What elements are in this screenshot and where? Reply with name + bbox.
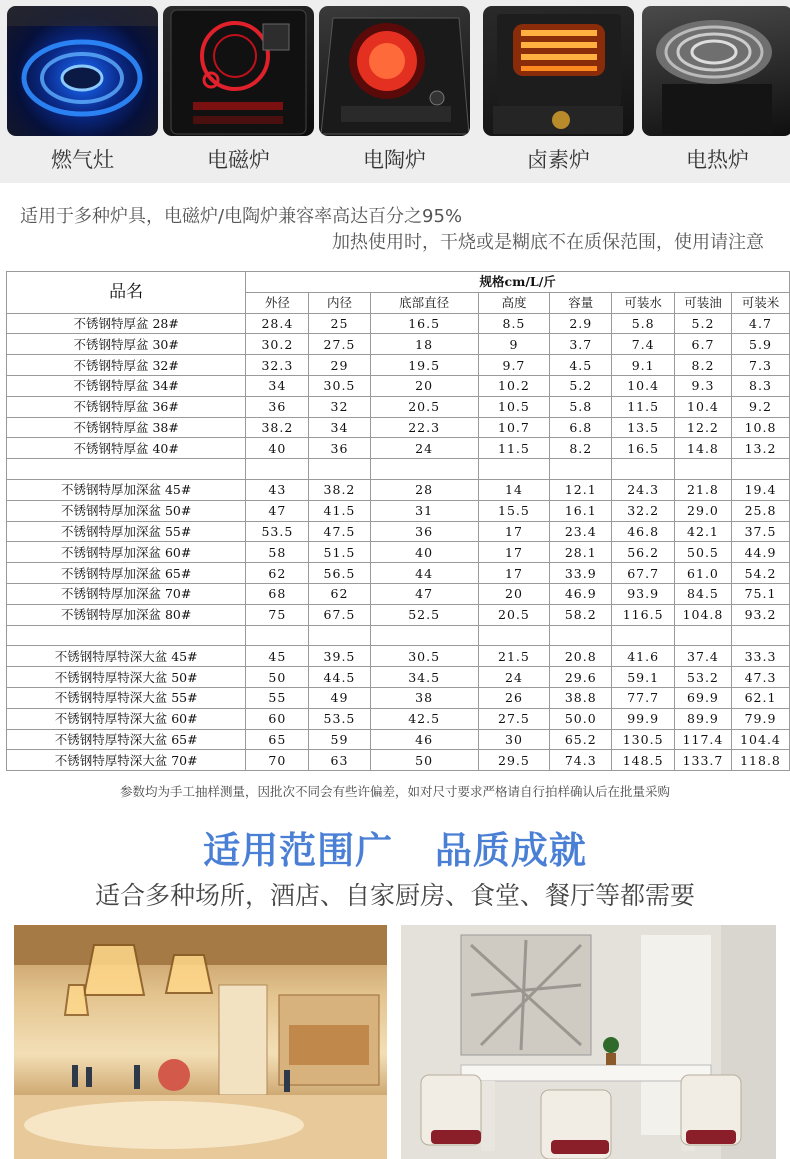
col-bottom-diameter: 底部直径	[370, 292, 478, 313]
spec-value-cell: 33.3	[731, 646, 789, 667]
table-row	[7, 563, 790, 584]
spec-value-cell: 32.3	[246, 355, 309, 376]
spec-value-cell: 49	[309, 687, 370, 708]
empty-cell	[309, 625, 370, 646]
spec-value-cell: 93.2	[731, 604, 789, 625]
spec-value-cell: 8.3	[731, 375, 789, 396]
spec-value-cell: 26	[478, 687, 550, 708]
spec-value-cell: 63	[309, 750, 370, 771]
table-row	[7, 479, 790, 500]
spec-value-cell: 10.2	[478, 375, 550, 396]
spec-value-cell: 53.5	[246, 521, 309, 542]
stove-label-gas: 燃气灶	[51, 148, 114, 172]
measurement-footnote: 参数均为手工抽样测量，因批次不同会有些许偏差，如对尺寸要求严格请自行拍样确认后在批量采购	[119, 784, 670, 799]
spec-value-cell: 44	[370, 563, 478, 584]
spec-value-cell: 17	[478, 542, 550, 563]
empty-cell	[674, 625, 731, 646]
spec-value-cell: 7.3	[731, 355, 789, 376]
spec-value-cell: 56.5	[309, 563, 370, 584]
product-name-cell: 不锈钢特厚盆 34#	[7, 375, 246, 396]
spec-value-cell: 5.8	[612, 313, 675, 334]
table-row	[7, 396, 790, 417]
spec-value-cell: 25	[309, 313, 370, 334]
spec-value-cell: 55	[246, 687, 309, 708]
spec-value-cell: 6.7	[674, 334, 731, 355]
spec-value-cell: 30.2	[246, 334, 309, 355]
spec-value-cell: 104.8	[674, 604, 731, 625]
spec-value-cell: 44.9	[731, 542, 789, 563]
spec-value-cell: 10.4	[612, 375, 675, 396]
product-name-cell: 不锈钢特厚加深盆 65#	[7, 563, 246, 584]
separator-row	[7, 625, 790, 646]
spec-value-cell: 99.9	[612, 708, 675, 729]
spec-value-cell: 34.5	[370, 667, 478, 688]
spec-value-cell: 89.9	[674, 708, 731, 729]
spec-value-cell: 61.0	[674, 563, 731, 584]
spec-value-cell: 4.7	[731, 313, 789, 334]
table-row	[7, 687, 790, 708]
table-row	[7, 313, 790, 334]
table-row	[7, 708, 790, 729]
spec-value-cell: 28	[370, 479, 478, 500]
empty-cell	[370, 625, 478, 646]
spec-value-cell: 74.3	[550, 750, 612, 771]
spec-value-cell: 20	[478, 583, 550, 604]
spec-value-cell: 10.8	[731, 417, 789, 438]
spec-value-cell: 118.8	[731, 750, 789, 771]
ceramic-cooker-photo	[319, 6, 470, 136]
table-row	[7, 542, 790, 563]
spec-value-cell: 19.5	[370, 355, 478, 376]
spec-value-cell: 10.5	[478, 396, 550, 417]
empty-cell	[7, 625, 246, 646]
empty-cell	[612, 625, 675, 646]
empty-cell	[246, 625, 309, 646]
spec-value-cell: 14	[478, 479, 550, 500]
empty-cell	[478, 625, 550, 646]
empty-cell	[478, 459, 550, 480]
usage-warning: 加热使用时，干烧或是糊底不在质保范围，使用请注意	[332, 232, 764, 253]
spec-value-cell: 46.8	[612, 521, 675, 542]
spec-value-cell: 34	[246, 375, 309, 396]
empty-cell	[731, 625, 789, 646]
spec-value-cell: 29.5	[478, 750, 550, 771]
spec-value-cell: 50	[370, 750, 478, 771]
spec-value-cell: 22.3	[370, 417, 478, 438]
halogen-cooker-photo	[483, 6, 634, 136]
product-name-cell: 不锈钢特厚盆 30#	[7, 334, 246, 355]
spec-value-cell: 38	[370, 687, 478, 708]
spec-value-cell: 31	[370, 500, 478, 521]
spec-value-cell: 8.5	[478, 313, 550, 334]
table-row	[7, 438, 790, 459]
spec-value-cell: 43	[246, 479, 309, 500]
spec-value-cell: 47	[370, 583, 478, 604]
spec-value-cell: 62	[309, 583, 370, 604]
empty-cell	[612, 459, 675, 480]
table-row	[7, 646, 790, 667]
product-name-cell: 不锈钢特厚特深大盆 60#	[7, 708, 246, 729]
spec-value-cell: 28.1	[550, 542, 612, 563]
spec-value-cell: 21.8	[674, 479, 731, 500]
empty-cell	[246, 459, 309, 480]
spec-value-cell: 117.4	[674, 729, 731, 750]
spec-value-cell: 30	[478, 729, 550, 750]
table-row	[7, 667, 790, 688]
empty-cell	[674, 459, 731, 480]
spec-value-cell: 68	[246, 583, 309, 604]
spec-value-cell: 20.5	[370, 396, 478, 417]
spec-value-cell: 9.3	[674, 375, 731, 396]
spec-value-cell: 67.5	[309, 604, 370, 625]
spec-value-cell: 3.7	[550, 334, 612, 355]
spec-value-cell: 45	[246, 646, 309, 667]
headline: 适用范围广 品质成就	[203, 829, 587, 872]
electric-stove-photo	[642, 6, 790, 136]
induction-cooker-photo	[163, 6, 314, 136]
product-name-cell: 不锈钢特厚加深盆 45#	[7, 479, 246, 500]
spec-value-cell: 53.2	[674, 667, 731, 688]
stove-label-ceramic: 电陶炉	[363, 148, 426, 172]
stove-label-halogen: 卤素炉	[527, 148, 590, 172]
spec-value-cell: 19.4	[731, 479, 789, 500]
spec-value-cell: 67.7	[612, 563, 675, 584]
spec-header: 规格cm/L/斤	[246, 272, 790, 293]
compatibility-note: 适用于多种炉具，电磁炉/电陶炉兼容率高达百分之95%	[20, 206, 463, 227]
col-capacity: 容量	[550, 292, 612, 313]
spec-value-cell: 84.5	[674, 583, 731, 604]
col-water: 可装水	[612, 292, 675, 313]
spec-value-cell: 79.9	[731, 708, 789, 729]
spec-value-cell: 37.4	[674, 646, 731, 667]
stove-label-electric: 电热炉	[686, 148, 749, 172]
spec-value-cell: 29.6	[550, 667, 612, 688]
spec-value-cell: 2.9	[550, 313, 612, 334]
spec-value-cell: 148.5	[612, 750, 675, 771]
product-name-cell: 不锈钢特厚盆 28#	[7, 313, 246, 334]
spec-value-cell: 14.8	[674, 438, 731, 459]
stove-label-induction: 电磁炉	[207, 148, 270, 172]
spec-value-cell: 46	[370, 729, 478, 750]
spec-value-cell: 16.5	[612, 438, 675, 459]
spec-table	[6, 271, 790, 771]
product-name-cell: 不锈钢特厚特深大盆 45#	[7, 646, 246, 667]
spec-value-cell: 47.3	[731, 667, 789, 688]
spec-value-cell: 12.1	[550, 479, 612, 500]
spec-value-cell: 60	[246, 708, 309, 729]
spec-value-cell: 59	[309, 729, 370, 750]
spec-value-cell: 5.8	[550, 396, 612, 417]
empty-cell	[370, 459, 478, 480]
spec-value-cell: 25.8	[731, 500, 789, 521]
product-name-cell: 不锈钢特厚特深大盆 55#	[7, 687, 246, 708]
spec-value-cell: 17	[478, 521, 550, 542]
cooker-types-strip	[0, 0, 790, 183]
spec-value-cell: 133.7	[674, 750, 731, 771]
spec-value-cell: 12.2	[674, 417, 731, 438]
product-name-cell: 不锈钢特厚加深盆 70#	[7, 583, 246, 604]
spec-value-cell: 38.2	[246, 417, 309, 438]
spec-value-cell: 75.1	[731, 583, 789, 604]
product-name-cell: 不锈钢特厚加深盆 80#	[7, 604, 246, 625]
subline: 适合多种场所，酒店、自家厨房、食堂、餐厅等都需要	[94, 881, 695, 910]
spec-value-cell: 47.5	[309, 521, 370, 542]
spec-value-cell: 69.9	[674, 687, 731, 708]
spec-value-cell: 70	[246, 750, 309, 771]
spec-value-cell: 9.1	[612, 355, 675, 376]
spec-value-cell: 50.5	[674, 542, 731, 563]
spec-value-cell: 62	[246, 563, 309, 584]
spec-value-cell: 65.2	[550, 729, 612, 750]
product-name-header: 品名	[7, 272, 246, 314]
spec-value-cell: 37.5	[731, 521, 789, 542]
spec-value-cell: 52.5	[370, 604, 478, 625]
spec-value-cell: 7.4	[612, 334, 675, 355]
spec-value-cell: 54.2	[731, 563, 789, 584]
spec-value-cell: 21.5	[478, 646, 550, 667]
table-row	[7, 355, 790, 376]
table-row	[7, 417, 790, 438]
spec-value-cell: 41.6	[612, 646, 675, 667]
table-row	[7, 750, 790, 771]
spec-value-cell: 34	[309, 417, 370, 438]
product-name-cell: 不锈钢特厚盆 32#	[7, 355, 246, 376]
col-rice: 可装米	[731, 292, 789, 313]
spec-value-cell: 20	[370, 375, 478, 396]
spec-value-cell: 47	[246, 500, 309, 521]
spec-value-cell: 30.5	[370, 646, 478, 667]
hotel-lobby-photo	[14, 925, 387, 1159]
spec-value-cell: 6.8	[550, 417, 612, 438]
col-inner-diameter: 内径	[309, 292, 370, 313]
empty-cell	[550, 625, 612, 646]
spec-value-cell: 16.1	[550, 500, 612, 521]
spec-value-cell: 130.5	[612, 729, 675, 750]
spec-value-cell: 5.9	[731, 334, 789, 355]
product-name-cell: 不锈钢特厚加深盆 50#	[7, 500, 246, 521]
spec-value-cell: 32	[309, 396, 370, 417]
spec-value-cell: 30.5	[309, 375, 370, 396]
spec-value-cell: 11.5	[478, 438, 550, 459]
spec-value-cell: 11.5	[612, 396, 675, 417]
spec-value-cell: 42.1	[674, 521, 731, 542]
spec-value-cell: 50.0	[550, 708, 612, 729]
table-row	[7, 604, 790, 625]
spec-value-cell: 53.5	[309, 708, 370, 729]
spec-value-cell: 44.5	[309, 667, 370, 688]
product-name-cell: 不锈钢特厚特深大盆 70#	[7, 750, 246, 771]
spec-value-cell: 13.5	[612, 417, 675, 438]
spec-value-cell: 41.5	[309, 500, 370, 521]
spec-value-cell: 36	[370, 521, 478, 542]
table-row	[7, 375, 790, 396]
spec-value-cell: 65	[246, 729, 309, 750]
spec-value-cell: 9.7	[478, 355, 550, 376]
product-name-cell: 不锈钢特厚盆 36#	[7, 396, 246, 417]
separator-row	[7, 459, 790, 480]
spec-value-cell: 8.2	[550, 438, 612, 459]
spec-value-cell: 56.2	[612, 542, 675, 563]
spec-value-cell: 39.5	[309, 646, 370, 667]
spec-value-cell: 20.5	[478, 604, 550, 625]
spec-value-cell: 36	[309, 438, 370, 459]
spec-value-cell: 38.8	[550, 687, 612, 708]
empty-cell	[731, 459, 789, 480]
spec-value-cell: 40	[370, 542, 478, 563]
gas-stove-photo	[7, 6, 158, 136]
spec-value-cell: 58.2	[550, 604, 612, 625]
spec-value-cell: 10.4	[674, 396, 731, 417]
product-name-cell: 不锈钢特厚特深大盆 65#	[7, 729, 246, 750]
spec-value-cell: 93.9	[612, 583, 675, 604]
dining-room-photo	[401, 925, 776, 1159]
spec-value-cell: 27.5	[478, 708, 550, 729]
spec-value-cell: 13.2	[731, 438, 789, 459]
spec-value-cell: 104.4	[731, 729, 789, 750]
spec-value-cell: 42.5	[370, 708, 478, 729]
spec-value-cell: 18	[370, 334, 478, 355]
spec-value-cell: 32.2	[612, 500, 675, 521]
spec-value-cell: 24	[370, 438, 478, 459]
spec-body	[7, 313, 790, 771]
spec-value-cell: 38.2	[309, 479, 370, 500]
empty-cell	[7, 459, 246, 480]
spec-value-cell: 20.8	[550, 646, 612, 667]
spec-value-cell: 50	[246, 667, 309, 688]
table-row	[7, 729, 790, 750]
spec-value-cell: 51.5	[309, 542, 370, 563]
spec-value-cell: 24.3	[612, 479, 675, 500]
empty-cell	[550, 459, 612, 480]
product-name-cell: 不锈钢特厚特深大盆 50#	[7, 667, 246, 688]
spec-value-cell: 28.4	[246, 313, 309, 334]
table-row	[7, 500, 790, 521]
col-oil: 可装油	[674, 292, 731, 313]
spec-value-cell: 59.1	[612, 667, 675, 688]
product-name-cell: 不锈钢特厚加深盆 55#	[7, 521, 246, 542]
col-height: 高度	[478, 292, 550, 313]
spec-value-cell: 75	[246, 604, 309, 625]
spec-value-cell: 9.2	[731, 396, 789, 417]
spec-value-cell: 33.9	[550, 563, 612, 584]
spec-value-cell: 9	[478, 334, 550, 355]
spec-value-cell: 15.5	[478, 500, 550, 521]
spec-value-cell: 5.2	[674, 313, 731, 334]
spec-value-cell: 16.5	[370, 313, 478, 334]
product-name-cell: 不锈钢特厚加深盆 60#	[7, 542, 246, 563]
product-name-cell: 不锈钢特厚盆 40#	[7, 438, 246, 459]
table-row	[7, 334, 790, 355]
spec-value-cell: 29	[309, 355, 370, 376]
spec-value-cell: 5.2	[550, 375, 612, 396]
product-name-cell: 不锈钢特厚盆 38#	[7, 417, 246, 438]
spec-value-cell: 8.2	[674, 355, 731, 376]
spec-value-cell: 116.5	[612, 604, 675, 625]
spec-value-cell: 10.7	[478, 417, 550, 438]
spec-value-cell: 62.1	[731, 687, 789, 708]
spec-value-cell: 4.5	[550, 355, 612, 376]
spec-value-cell: 29.0	[674, 500, 731, 521]
spec-value-cell: 17	[478, 563, 550, 584]
spec-value-cell: 46.9	[550, 583, 612, 604]
table-row	[7, 521, 790, 542]
col-outer-diameter: 外径	[246, 292, 309, 313]
spec-value-cell: 36	[246, 396, 309, 417]
empty-cell	[309, 459, 370, 480]
spec-value-cell: 23.4	[550, 521, 612, 542]
spec-value-cell: 58	[246, 542, 309, 563]
spec-value-cell: 24	[478, 667, 550, 688]
spec-value-cell: 77.7	[612, 687, 675, 708]
spec-value-cell: 27.5	[309, 334, 370, 355]
table-row	[7, 583, 790, 604]
spec-value-cell: 40	[246, 438, 309, 459]
